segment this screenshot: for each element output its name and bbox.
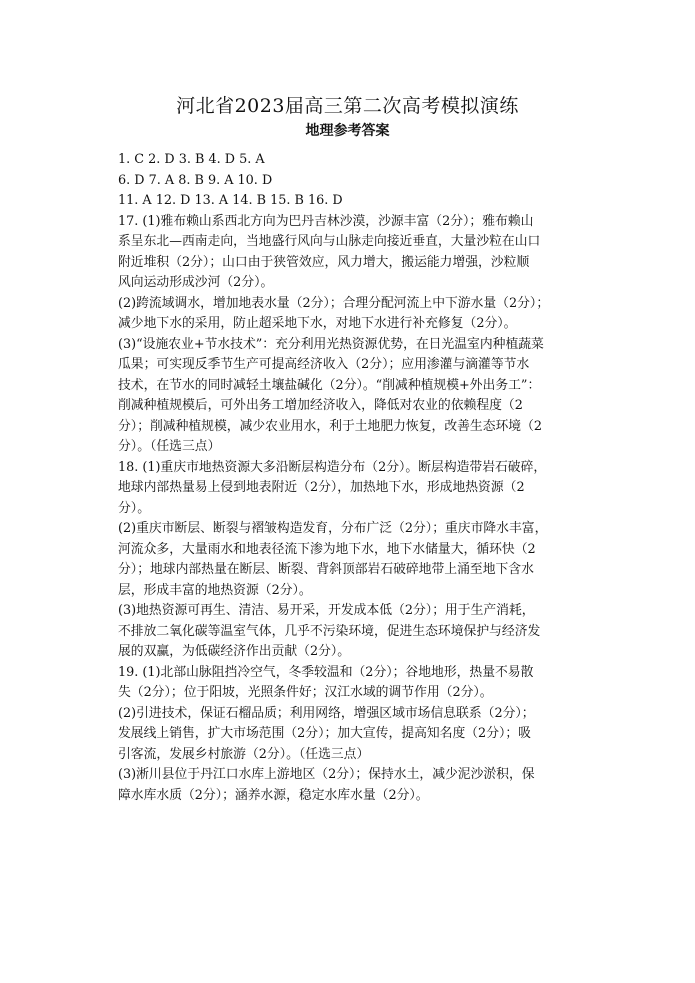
answer-line-q18-g: 层，形成丰富的地热资源（2分）。: [118, 582, 312, 598]
answer-line-q18-f: 分）；地球内部热量在断层、断裂、背斜顶部岩石破碎地带上涌至地下含水: [118, 562, 534, 577]
page-subtitle: 地理参考答案: [305, 123, 390, 139]
answer-line-q17-i: 技术，在节水的同时减轻土壤盐碱化（2分）。“削减种植规模+外出务工”：: [118, 377, 541, 393]
answer-line-q18-d: (2)重庆市断层、断裂与褶皱构造发育，分布广泛（2分）；重庆市降水丰富，: [118, 521, 548, 536]
answer-line-q19-c: (2)引进技术，保证石榴品质；利用网络，增强区域市场信息联系（2分）；: [118, 705, 535, 721]
answer-line-q19-d: 发展线上销售，扩大市场范围（2分）；加大宣传，提高知名度（2分）；吸: [118, 726, 531, 741]
page-title: 河北省2023届高三第二次高考模拟演练: [176, 95, 519, 117]
answer-line-q18-h: (3)地热资源可再生、清洁、易开采，开发成本低（2分）；用于生产消耗，: [118, 603, 535, 618]
answer-line-q17-b: 系呈东北—西南走向，当地盛行风向与山脉走向接近垂直，大量沙粒在山口: [118, 234, 541, 249]
answer-line-q17-j: 削减种植规模后，可外出务工增加经济收入，降低对农业的依赖程度（2: [118, 398, 523, 413]
answer-line-q19-g: 障水库水质（2分）；涵养水源，稳定水库水量（2分）。: [118, 787, 429, 803]
answer-line-q19-e: 引客流，发展乡村旅游（2分）。（任选三点）: [118, 746, 370, 762]
answer-line-q17-e: (2)跨流域调水，增加地表水量（2分）；合理分配河流上中下游水量（2分）；: [118, 295, 550, 311]
answer-line-q17-h: 瓜果；可实现反季节生产可提高经济收入（2分）；应用渗灌与滴灌等节水: [118, 357, 530, 372]
answer-line-mc-1: 1. C 2. D 3. B 4. D 5. A: [118, 152, 265, 167]
answer-line-q18-b: 地球内部热量易上侵到地表附近（2分），加热地下水，形成地热资源（2: [118, 480, 525, 495]
answer-line-q17-l: 分）。（任选三点）: [118, 439, 221, 454]
answer-line-q18-a: 18. (1)重庆市地热资源大多沿断层构造分布（2分）。断层构造带岩石破碎，: [118, 459, 547, 475]
answer-line-q18-j: 展的双赢，为低碳经济作出贡献（2分）。: [118, 644, 351, 659]
answer-line-mc-3: 11. A 12. D 13. A 14. B 15. B 16. D: [118, 193, 343, 208]
answer-line-q17-d: 风向运动形成沙河（2分）。: [118, 275, 274, 290]
answer-line-q19-b: 失（2分）；位于阳坡，光照条件好；汉江水域的调节作用（2分）。: [118, 685, 493, 700]
answer-line-q17-f: 减少地下水的采用，防止超采地下水，对地下水进行补充修复（2分）。: [118, 316, 517, 331]
answer-line-q18-e: 河流众多，大量雨水和地表径流下渗为地下水，地下水储量大，循环快（2: [118, 541, 536, 557]
answer-line-q17-k: 分）；削减种植规模，减少农业用水，利于土地肥力恢复，改善生态环境（2: [118, 418, 543, 434]
answer-line-q17-a: 17. (1)雅布赖山系西北方向为巴丹吉林沙漠，沙源丰富（2分）；雅布赖山: [118, 213, 534, 229]
answer-body: [118, 150, 590, 806]
answer-line-q19-a: 19. (1)北部山脉阻挡冷空气，冬季较温和（2分）；谷地地形，热量不易散: [118, 664, 534, 680]
answer-line-q18-c: 分）。: [118, 500, 150, 516]
answer-line-q17-g: (3)“设施农业+节水技术”：充分利用光热资源优势，在日光温室内种植蔬菜: [118, 336, 544, 352]
answer-line-q19-f: (3)淅川县位于丹江口水库上游地区（2分）；保持水土，减少泥沙淤积，保: [118, 767, 535, 782]
answer-line-q17-c: 附近堆积（2分）；山口由于狭管效应，风力增大，搬运能力增强，沙粒顺: [118, 254, 530, 270]
answer-line-q18-i: 不排放二氧化碳等温室气体，几乎不污染环境，促进生态环境保护与经济发: [118, 623, 541, 639]
answer-line-mc-2: 6. D 7. A 8. B 9. A 10. D: [118, 172, 273, 188]
